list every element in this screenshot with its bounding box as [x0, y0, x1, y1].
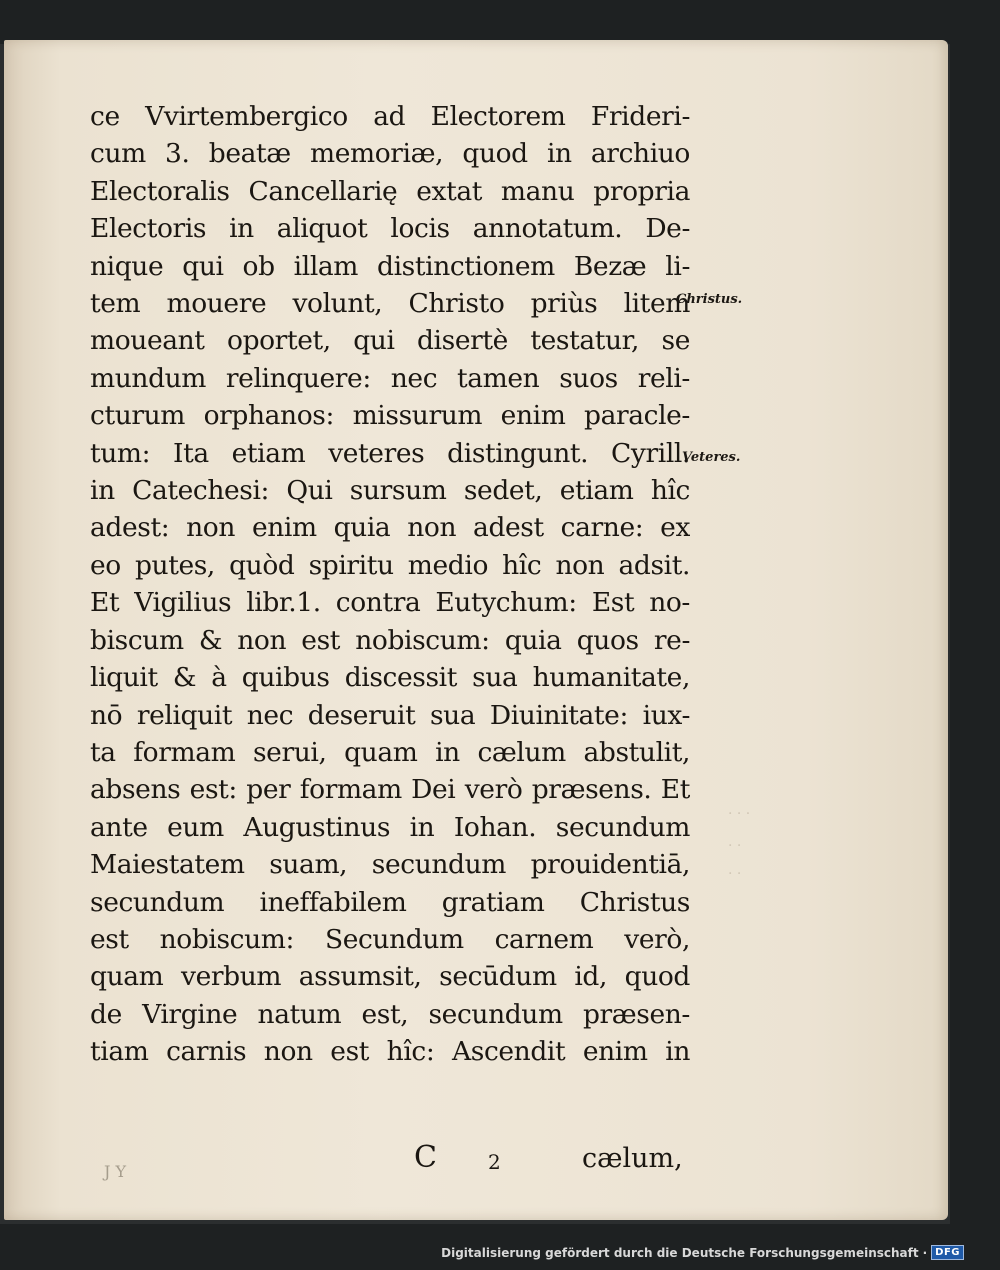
body-line: Maiestatem suam, secundum prouidentiā, — [90, 849, 690, 881]
body-line: est nobiscum: Secundum carnem verò, — [90, 923, 690, 955]
folio-number: 2 — [488, 1150, 501, 1174]
body-line: tum: Ita etiam veteres distingunt. Cyrill. — [90, 437, 690, 469]
signature-mark: C — [414, 1140, 437, 1175]
separator-dot: · — [922, 1245, 928, 1260]
body-line: cum 3. beatæ memoriæ, quod in archiuo — [90, 138, 690, 170]
body-line: mundum relinquere: nec tamen suos reli- — [90, 362, 690, 394]
body-line: Electoris in aliquot locis annotatum. De- — [90, 213, 690, 245]
body-line: tiam carnis non est hîc: Ascendit enim in — [90, 1036, 690, 1068]
body-line: adest: non enim quia non adest carne: ex — [90, 512, 690, 544]
body-line: eo putes, quòd spiritu medio hîc non adsit. — [90, 549, 690, 581]
bleed-glyphs: · · · . . . . — [728, 806, 751, 878]
body-line: in Catechesi: Qui sursum sedet, etiam hîc — [90, 475, 690, 507]
body-line: de Virgine natum est, secundum præsen- — [90, 998, 690, 1030]
marginal-note-christus: Christus. — [676, 292, 743, 307]
faint-ink-mark: J Y — [104, 1162, 127, 1181]
body-line: cturum orphanos: missurum enim paracle- — [90, 400, 690, 432]
body-line: ta formam serui, quam in cælum abstulit, — [90, 736, 690, 768]
body-line: secundum ineffabilem gratiam Christus — [90, 886, 690, 918]
body-line: ante eum Augustinus in Iohan. secundum — [90, 811, 690, 843]
body-line: ce Vvirtembergico ad Electorem Frideri- — [90, 101, 690, 132]
body-line: nique qui ob illam distinctionem Bezæ li- — [90, 250, 690, 282]
body-line: tem mouere volunt, Christo priùs litem — [90, 288, 690, 320]
dfg-logo-icon: DFG — [931, 1245, 964, 1260]
funding-notice — [441, 1245, 964, 1260]
body-line: moueant oportet, qui disertè testatur, se — [90, 325, 690, 357]
body-line: quam verbum assumsit, secūdum id, quod — [90, 961, 690, 993]
bleed-through-text — [728, 800, 750, 884]
book-page — [4, 40, 948, 1220]
catchword: cælum, — [582, 1143, 683, 1174]
body-line: biscum & non est nobiscum: quia quos re- — [90, 624, 690, 656]
body-text — [90, 98, 690, 1071]
body-line: liquit & à quibus discessit sua humanitate, — [90, 662, 690, 694]
body-line: Electoralis Cancellarię extat manu propria — [90, 175, 690, 207]
marginal-note-veteres: Veteres. — [682, 450, 741, 465]
body-line: nō reliquit nec deseruit sua Diuinitate: iux- — [90, 699, 690, 731]
body-line: absens est: per formam Dei verò præsens. Et — [90, 774, 690, 806]
funding-text: Digitalisierung gefördert durch die Deutsche Forschungsgemeinschaft — [441, 1245, 919, 1260]
body-line: Et Vigilius libr.1. contra Eutychum: Est no- — [90, 587, 690, 619]
